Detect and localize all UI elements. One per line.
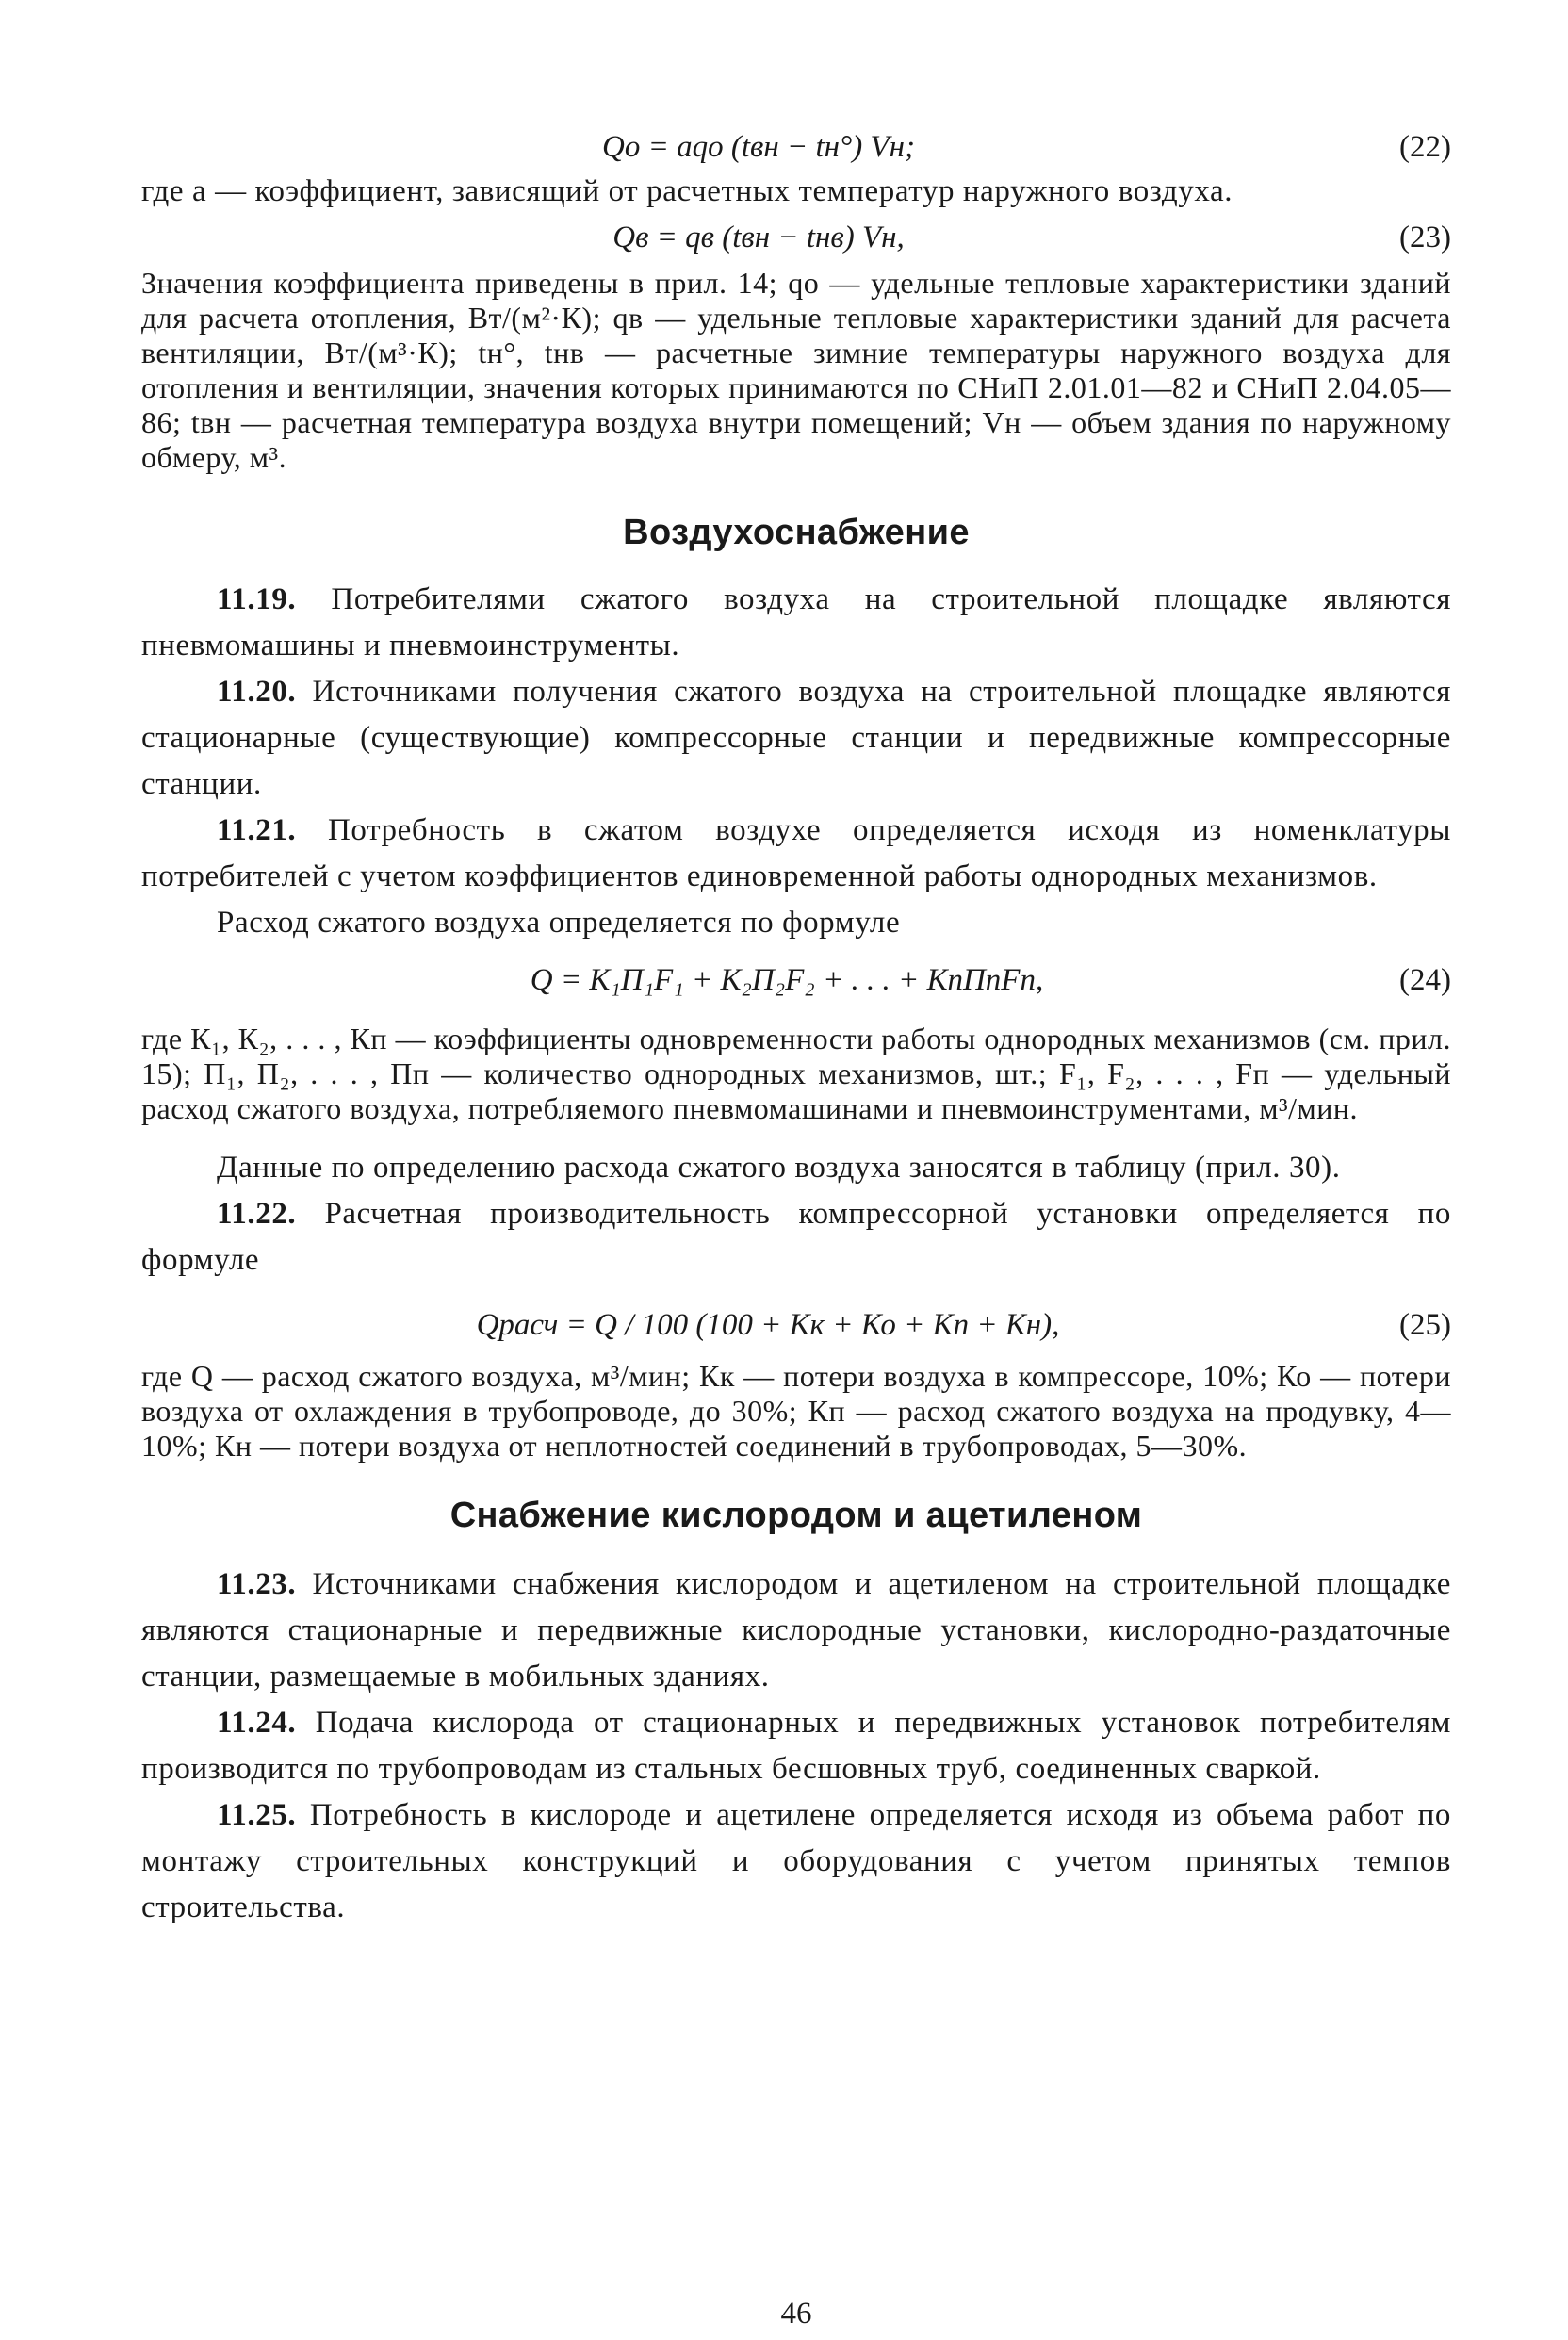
formula-23-expression: Qв = qв (tвн − tнв) Vн,	[612, 221, 905, 254]
formula-23-number: (23)	[1399, 221, 1451, 254]
formula-25	[141, 1301, 1451, 1350]
paragraph-number: 11.24.	[217, 1706, 297, 1740]
formula-24-where: где К₁, К₂, . . . , Кп — коэффициенты одновременности работы однородных механизмов (см. прил. 15); П₁, П₂, . . . , Пп — количество однородных механизмов, шт.; F₁, F₂, . . . , Fп — удельный расход сжатого воздуха, потребляемого пневмомашинами и пневмоинструментами, м³/мин.	[141, 1022, 1451, 1125]
paragraph-11-22	[141, 1191, 1451, 1284]
paragraph-number: 11.20.	[217, 675, 297, 709]
paragraph-number: 11.19.	[217, 582, 297, 616]
paragraph-table-ref: Данные по определению расхода сжатого воздуха заносятся в таблицу (прил. 30).	[217, 1151, 1341, 1185]
page-number: 46	[780, 2297, 812, 2331]
paragraph-11-24	[141, 1700, 1451, 1792]
formula-23	[141, 213, 1451, 262]
formula-24-number: (24)	[1399, 963, 1451, 997]
paragraph-text: Источниками снабжения кислородом и ацетиленом на строительной площадке являются стационарные и передвижные кислородные установки, кислородно-раздаточные станции, размещаемые в мобильных зданиях.	[141, 1567, 1451, 1694]
formula-22-expression: Qо = aqо (tвн − tн°) Vн;	[602, 130, 915, 164]
paragraph-number: 11.22.	[217, 1197, 297, 1231]
formula-25-expression: Qрасч = Q / 100 (100 + Кк + Ко + Кп + Кн),	[476, 1308, 1060, 1342]
section-heading-oxygen: Снабжение кислородом и ацетиленом	[449, 1496, 1143, 1535]
paragraph-flow-formula: Расход сжатого воздуха определяется по формуле	[217, 906, 901, 940]
formula-22-number: (22)	[1399, 130, 1451, 164]
paragraph-11-21	[141, 808, 1451, 900]
paragraph-11-23	[141, 1562, 1451, 1700]
formula-22	[141, 123, 1451, 172]
paragraph-text: Источниками получения сжатого воздуха на строительной площадке являются стационарные (существующие) компрессорные станции и передвижные компрессорные станции.	[141, 675, 1451, 801]
paragraph-text: Расчетная производительность компрессорной установки определяется по формуле	[141, 1197, 1452, 1277]
paragraph-number: 11.23.	[217, 1567, 297, 1601]
page-body	[141, 130, 1452, 2331]
values-text: Значения коэффициента приведены в прил. 14; qо — удельные тепловые характеристики зданий для расчета отопления, Вт/(м²·К); qв — удельные тепловые характеристики зданий для расчета вентиляции, Вт/(м³·К); tн°, tнв — расчетные зимние температуры наружного воздуха для отопления и вентиляции, значения которых принимаются по СНиП 2.01.01—82 и СНиП 2.04.05—86; tвн — расчетная температура воздуха внутри помещений; Vн — объем здания по наружному обмеру, м³.	[141, 266, 1451, 474]
paragraph-text: Потребителями сжатого воздуха на строительной площадке являются пневмомашины и пневмоинструменты.	[141, 582, 1451, 663]
formula-24-expression: Q = К₁П₁F₁ + К₂П₂F₂ + . . . + КпПпFп,	[530, 963, 1044, 997]
paragraph-11-20	[141, 669, 1451, 808]
formula-25-where: где Q — расход сжатого воздуха, м³/мин; Кк — потери воздуха в компрессоре, 10%; Ко — потери воздуха от охлаждения в трубопроводе, до 30%; Кп — расход сжатого воздуха на продувку, 4—10%; Кн — потери воздуха от неплотностей соединений в трубопроводах, 5—30%.	[141, 1359, 1451, 1463]
paragraph-number: 11.21.	[217, 813, 297, 847]
paragraph-text: Потребность в кислороде и ацетилене определяется исходя из объема работ по монтажу строительных конструкций и оборудования с учетом принятых темпов строительства.	[141, 1798, 1451, 1924]
paragraph-11-25	[141, 1792, 1451, 1931]
formula-24	[141, 956, 1451, 1005]
paragraph-text: Потребность в сжатом воздухе определяется исходя из номенклатуры потребителей с учетом коэффициентов единовременной работы однородных механизмов.	[141, 813, 1451, 893]
paragraph-text: Подача кислорода от стационарных и передвижных установок потребителям производится по трубопроводам из стальных бесшовных труб, соединенных сваркой.	[141, 1706, 1451, 1786]
paragraph-11-19	[141, 577, 1451, 669]
formula-22-where: где a — коэффициент, зависящий от расчетных температур наружного воздуха.	[141, 174, 1233, 208]
formula-25-number: (25)	[1399, 1308, 1451, 1342]
section-heading-air: Воздухоснабжение	[623, 513, 970, 552]
paragraph-number: 11.25.	[217, 1798, 297, 1832]
